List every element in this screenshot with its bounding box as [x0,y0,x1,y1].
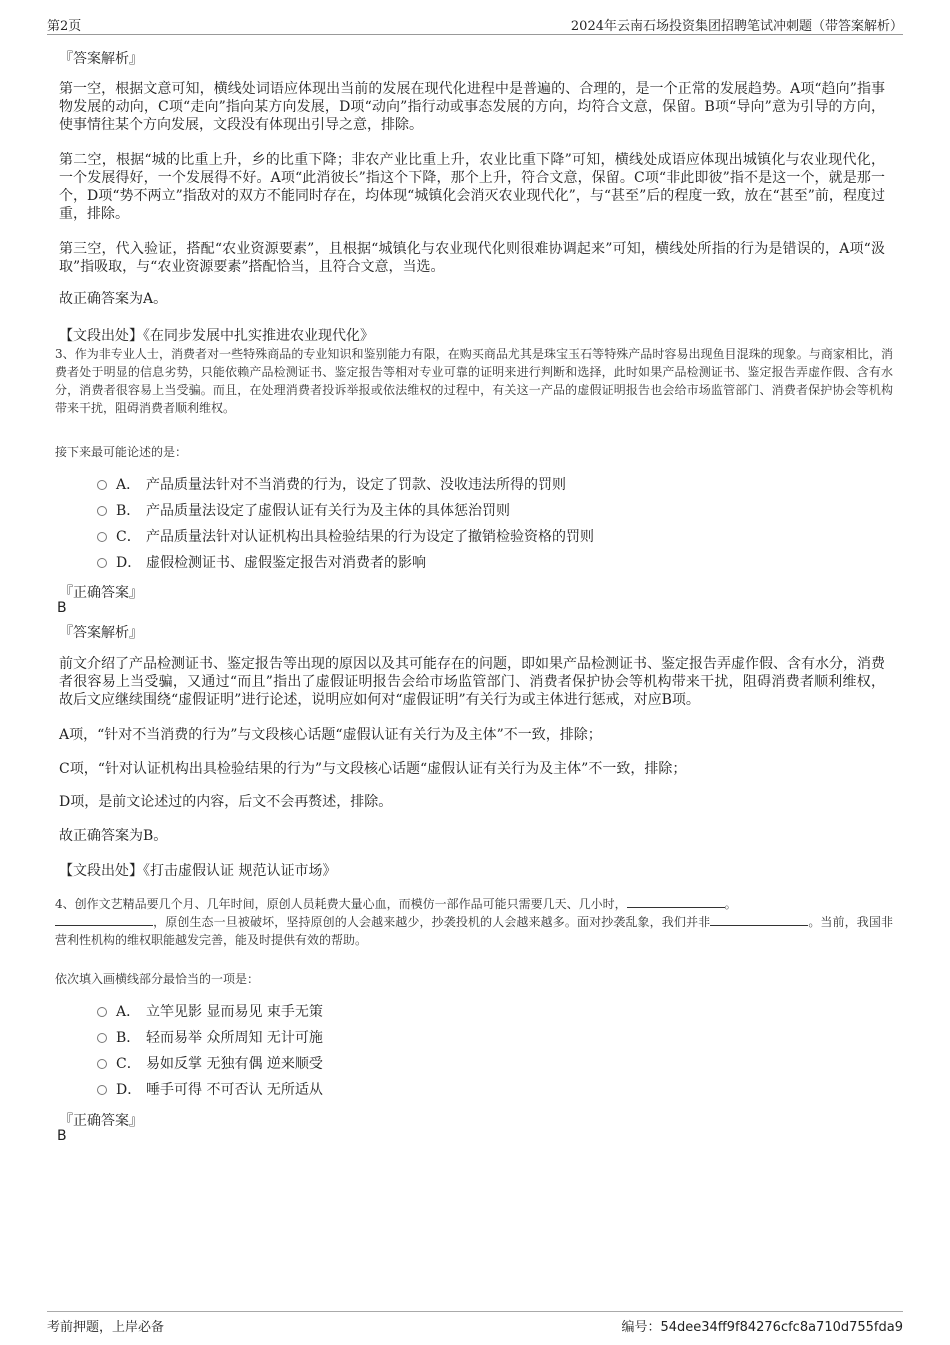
radio-icon[interactable] [97,532,107,542]
q2-analysis-paragraph-1: 第一空，根据文意可知，横线处词语应体现出当前的发展在现代化进程中是普遍的、合理的，是一个正常的发展趋势。A项“趋向”指事物发展的动向，C项“走向”指向某方向发展，D项“动向”指行动或事态发展的方向，均符合文意，保留。B项“导向”意为引导的方向，使事情往某个方向发展，文段没有体现出引导之意，排除。 [59,81,885,133]
q3-analysis-paragraph-3: C项，“针对认证机构出具检验结果的行为”与文段核心话题“虚假认证有关行为及主体”不一致，排除； [59,761,687,777]
q2-analysis-paragraph-2: 第二空，根据“城的比重上升，乡的比重下降；非农产业比重上升，农业比重下降”可知，横线处成语应体现出城镇化与农业现代化，一个发展得好，一个发展得不好。A项“此消彼长”指这个下降，那个上升，符合文意，保留。C项“非此即彼”指不是这一个，就是那一个，D项“势不两立”指敌对的双方不能同时存在，均体现“城镇化会消灭农业现代化”，与“甚至”后的程度一致，放在“甚至”前，程度过重，排除。 [59,152,885,222]
q2-conclusion: 故正确答案为A。 [59,291,168,307]
q3-option-a[interactable]: A． 产品质量法针对不当消费的行为，设定了罚款、没收违法所得的罚则 [97,475,566,495]
page-number: 第2页 [47,19,82,34]
q2-source: 【文段出处】《在同步发展中扎实推进农业现代化》 [59,328,374,344]
radio-icon[interactable] [97,480,107,490]
q4-correct-label: 『正确答案』 [59,1113,143,1129]
fill-blank-2 [55,914,153,926]
q4-ask: 依次填入画横线部分最恰当的一项是： [55,972,260,986]
q3-answer: B [57,600,67,616]
q2-analysis-paragraph-3: 第三空，代入验证，搭配“农业资源要素”，且根据“城镇化与农业现代化则很难协调起来”可知，横线处所指的行为是错误的，A项“汲取”指吸取，与“农业资源要素”搭配恰当，且符合文意，当选。 [59,241,885,275]
q3-source: 【文段出处】《打击虚假认证 规范认证市场》 [59,863,337,879]
page-header [47,14,903,35]
radio-icon[interactable] [97,1033,107,1043]
document-title: 2024年云南石场投资集团招聘笔试冲刺题（带答案解析） [570,19,903,34]
q3-conclusion: 故正确答案为B。 [59,828,168,844]
q4-option-a[interactable]: A． 立竿见影 显而易见 束手无策 [97,1002,323,1022]
q2-analysis-label: 『答案解析』 [59,51,143,67]
q3-option-c[interactable]: C． 产品质量法针对认证机构出具检验结果的行为设定了撤销检验资格的罚则 [97,527,594,547]
radio-icon[interactable] [97,1085,107,1095]
fill-blank-1 [627,896,725,908]
q3-analysis-paragraph-2: A项，“针对不当消费的行为”与文段核心话题“虚假认证有关行为及主体”不一致，排除； [59,727,602,743]
footer-slogan: 考前押题，上岸必备 [47,1320,165,1335]
q3-option-d[interactable]: D． 虚假检测证书、虚假鉴定报告对消费者的影响 [97,553,426,573]
q3-analysis-paragraph-1: 前文介绍了产品检测证书、鉴定报告等出现的原因以及其可能存在的问题，即如果产品检测证书、鉴定报告弄虚作假、含有水分，消费者很容易上当受骗，又通过“而且”指出了虚假证明报告会给市场监管部门、消费者保护协会等机构带来干扰，阻碍消费者顺利维权，故后文应继续围绕“虚假证明”进行论述，说明应如何对“虚假证明”有关行为或主体进行惩戒，对应B项。 [59,656,885,708]
radio-icon[interactable] [97,1007,107,1017]
q3-analysis-label: 『答案解析』 [59,625,143,641]
radio-icon[interactable] [97,1059,107,1069]
radio-icon[interactable] [97,506,107,516]
q3-question-text: 3、作为非专业人士，消费者对一些特殊商品的专业知识和鉴别能力有限，在购买商品尤其是珠宝玉石等特殊产品时容易出现鱼目混珠的现象。与商家相比，消费者处于明显的信息劣势，只能依赖产品检测证书、鉴定报告等相对专业可靠的证明来进行判断和选择，此时如果产品检测证书、鉴定报告弄虚作假、含有水分，消费者很容易上当受骗。而且，在处理消费者投诉举报或依法维权的过程中，有关这一产品的虚假证明报告也会给市场监管部门、消费者保护协会等机构带来干扰，阻碍消费者顺利维权。 [55,347,893,415]
q4-question-text: 4、创作文艺精品要几个月、几年时间，原创人员耗费大量心血，而模仿一部作品可能只需要几天、几小时， 。 ，原创生态一旦被破坏，坚持原创的人会越来越少，抄袭投机的人会越来越多。面对抄袭乱象，我们并非 。当前，我国非营利性机构的维权职能越发完善，能及时提供有效的帮助。 [55,897,893,947]
q4-answer: B [57,1128,67,1144]
q4-option-b[interactable]: B． 轻而易举 众所周知 无计可施 [97,1028,323,1048]
q4-option-c[interactable]: C． 易如反掌 无独有偶 逆来顺受 [97,1054,323,1074]
q4-option-d[interactable]: D． 唾手可得 不可否认 无所适从 [97,1080,323,1100]
q3-ask: 接下来最可能论述的是： [55,445,188,459]
page-footer [47,1311,903,1342]
q3-option-b[interactable]: B． 产品质量法设定了虚假认证有关行为及主体的具体惩治罚则 [97,501,510,521]
radio-icon[interactable] [97,558,107,568]
q3-analysis-paragraph-4: D项，是前文论述过的内容，后文不会再赘述，排除。 [59,794,393,810]
fill-blank-3 [710,914,808,926]
document-code: 编号：54dee34ff9f84276cfc8a710d755fda9 [621,1320,903,1335]
q3-correct-label: 『正确答案』 [59,585,143,601]
